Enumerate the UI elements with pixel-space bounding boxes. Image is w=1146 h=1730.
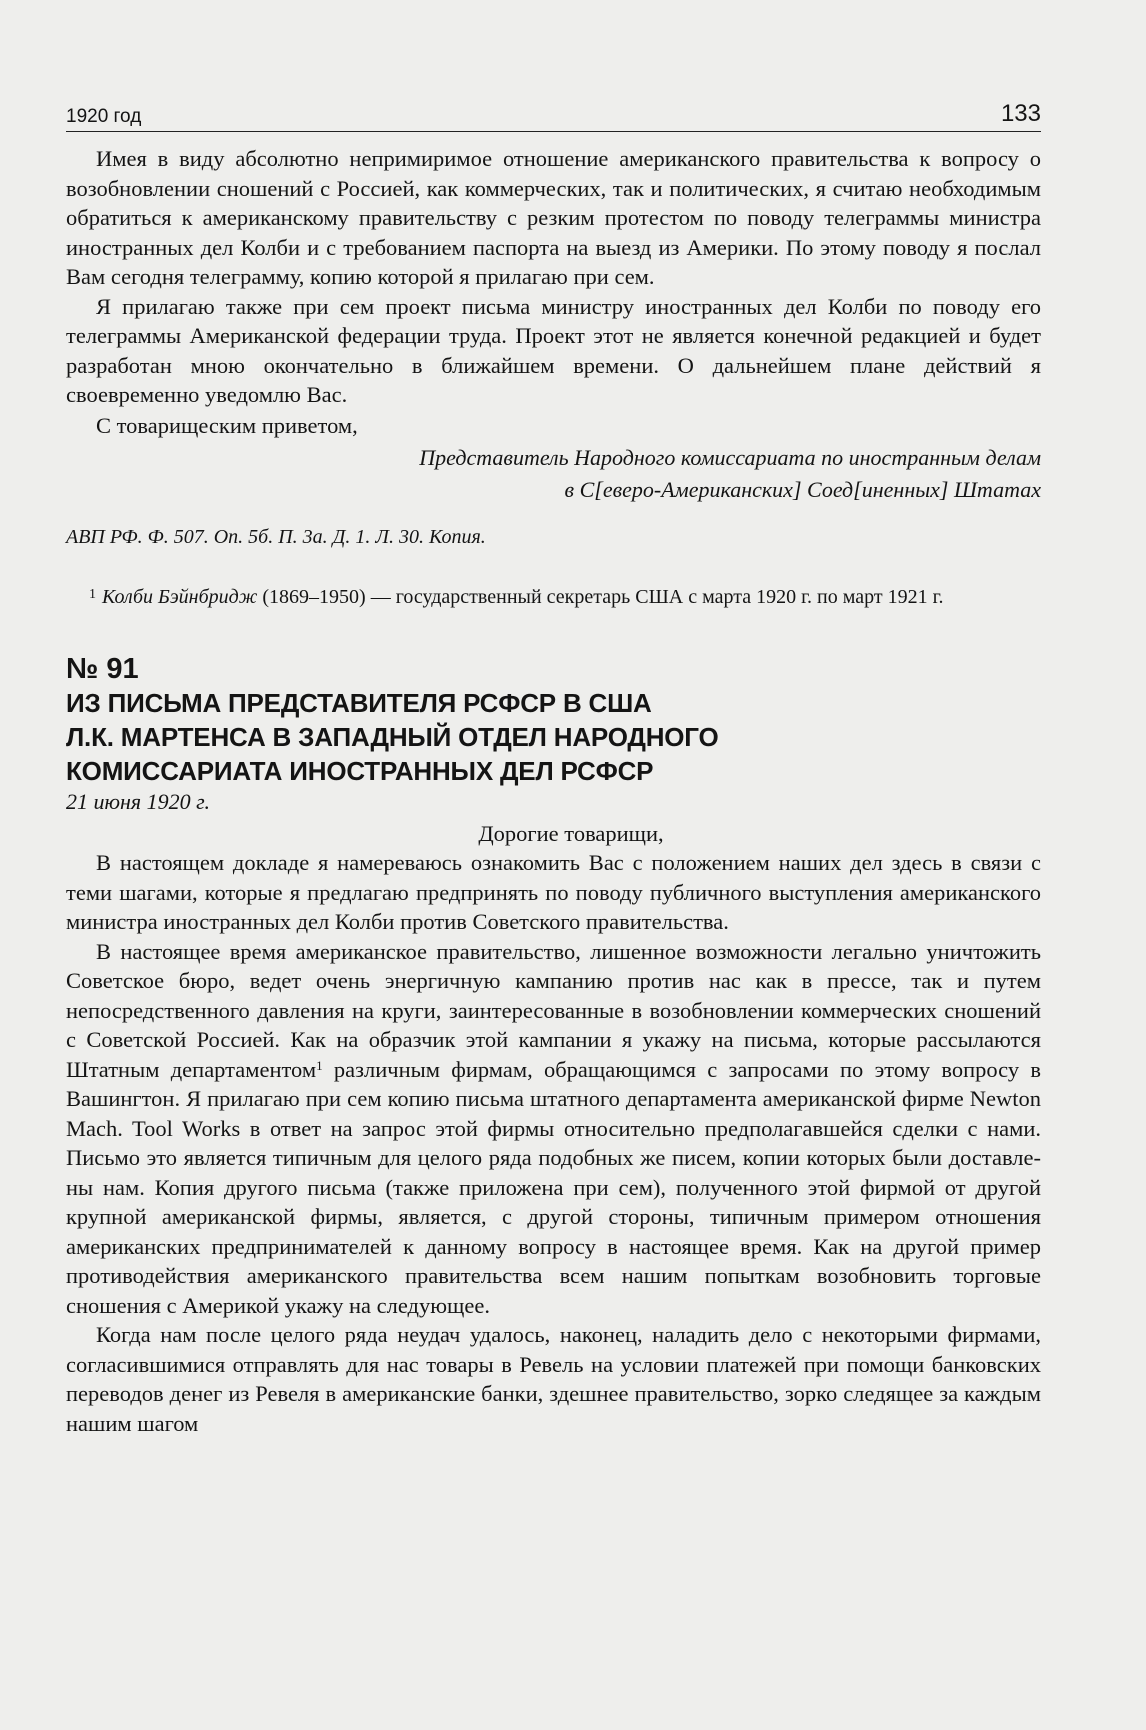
page-number: 133	[1000, 100, 1041, 127]
document-date: 21 июня 1920 г.	[66, 789, 210, 814]
running-header-year: 1920 год	[66, 106, 142, 127]
footnote-marker: 1	[316, 1057, 323, 1073]
paragraph: Имея в виду абсолютно непримиримое отношение американского правительства к вопросу о возобновлении сношений с Россией, как коммерческих, так и политических, я считаю необходимым обратиться к американскому правительству с резким протестом по поводу телеграммы министра иностранных дел Колби и с требованием паспорта на выезд из Америки. По этому поводу я послал Вам сегодня телеграмму, копию которой я прилагаю при сем.	[66, 146, 1041, 289]
signature-line: в С[еверо-Американских] Соед[иненных] Штатах	[564, 477, 1041, 502]
closing-greeting: С товарищеским приветом,	[96, 412, 358, 438]
paragraph: Когда нам после целого ряда неудач удалось, наконец, наладить дело с некоторыми фирмами, согласившимися отправлять для нас товары в Ревель на условии платежей при помощи банковских переводов денег из Ревеля в американские банки, здешнее правительство, зорко следящее за каждым нашим шагом	[66, 1322, 1041, 1436]
footnote	[66, 582, 1041, 610]
document-title-line: Л.К. МАРТЕНСА В ЗАПАДНЫЙ ОТДЕЛ НАРОДНОГО	[66, 722, 719, 752]
paragraph-text: В настоящее время американское правительство, лишенное возможности легально уничтожить Советское бюро, ведет очень энергичную кампанию против нас как в прессе, так и путем непосредственного давления на круги, заинтересованные в возобновлении коммерческих сношений с Советской Россией. Как на образчик этой кампании я укажу на письма, которые рассылаются Штатным департаментом	[66, 938, 1041, 1082]
signature-line: Представитель Народного комиссариата по иностранным делам	[419, 445, 1041, 470]
footnote-number: 1	[89, 587, 96, 602]
document-title-line: ИЗ ПИСЬМА ПРЕДСТАВИТЕЛЯ РСФСР В США	[66, 688, 652, 718]
paragraph-text: различным фирмам, обращающимся с запросами по этому вопросу в Вашингтон. Я прилагаю при сем копию письма штатного департамента американской фирме Newton Mach. Tool Works в ответ на запрос этой фирмы относительно предполагавшейся сделки с нами. Письмо это является типичным для целого ряда подобных же писем, копии которых были доставлены нам. Копия другого письма (также приложена при сем), полученного этой фирмой от другой крупной американской фирмы, является, с другой стороны, типичным примером отношения американских предпринимателей к данному вопросу в настоящее время. Как на другой пример противодействия американского правительства всем нашим попыткам возобновить торговые сношения с Америкой укажу на следующее.	[66, 1056, 1042, 1318]
paragraph: Я прилагаю также при сем проект письма министру иностранных дел Колби по поводу его телеграммы Американской федерации труда. Проект этот не является конечной редакцией и будет разработан мною окончательно в ближайшем времени. О дальнейшем плане действий я своевременно уведомлю Вас.	[66, 293, 1041, 407]
archive-reference: АВП РФ. Ф. 507. Оп. 5б. П. 3а. Д. 1. Л. 30. Копия.	[66, 526, 486, 548]
document-number: № 91	[66, 653, 139, 685]
document-title-line: КОМИССАРИАТА ИНОСТРАННЫХ ДЕЛ РСФСР	[66, 756, 654, 786]
footnote-text: (1869–1950) — государственный секретарь США с марта 1920 г. по март 1921 г.	[257, 586, 944, 608]
paragraph: В настоящем докладе я намереваюсь ознакомить Вас с положением наших дел здесь в связи с теми шагами, которые я предлагаю предпринять по поводу публичного выступления американского министра иностранных дел Колби против Советского правительства.	[66, 850, 1041, 934]
running-header	[66, 100, 1041, 132]
footnote-name: Колби Бэйнбридж	[102, 586, 258, 608]
salutation: Дорогие товарищи,	[478, 821, 664, 846]
paragraph	[66, 937, 1041, 1321]
